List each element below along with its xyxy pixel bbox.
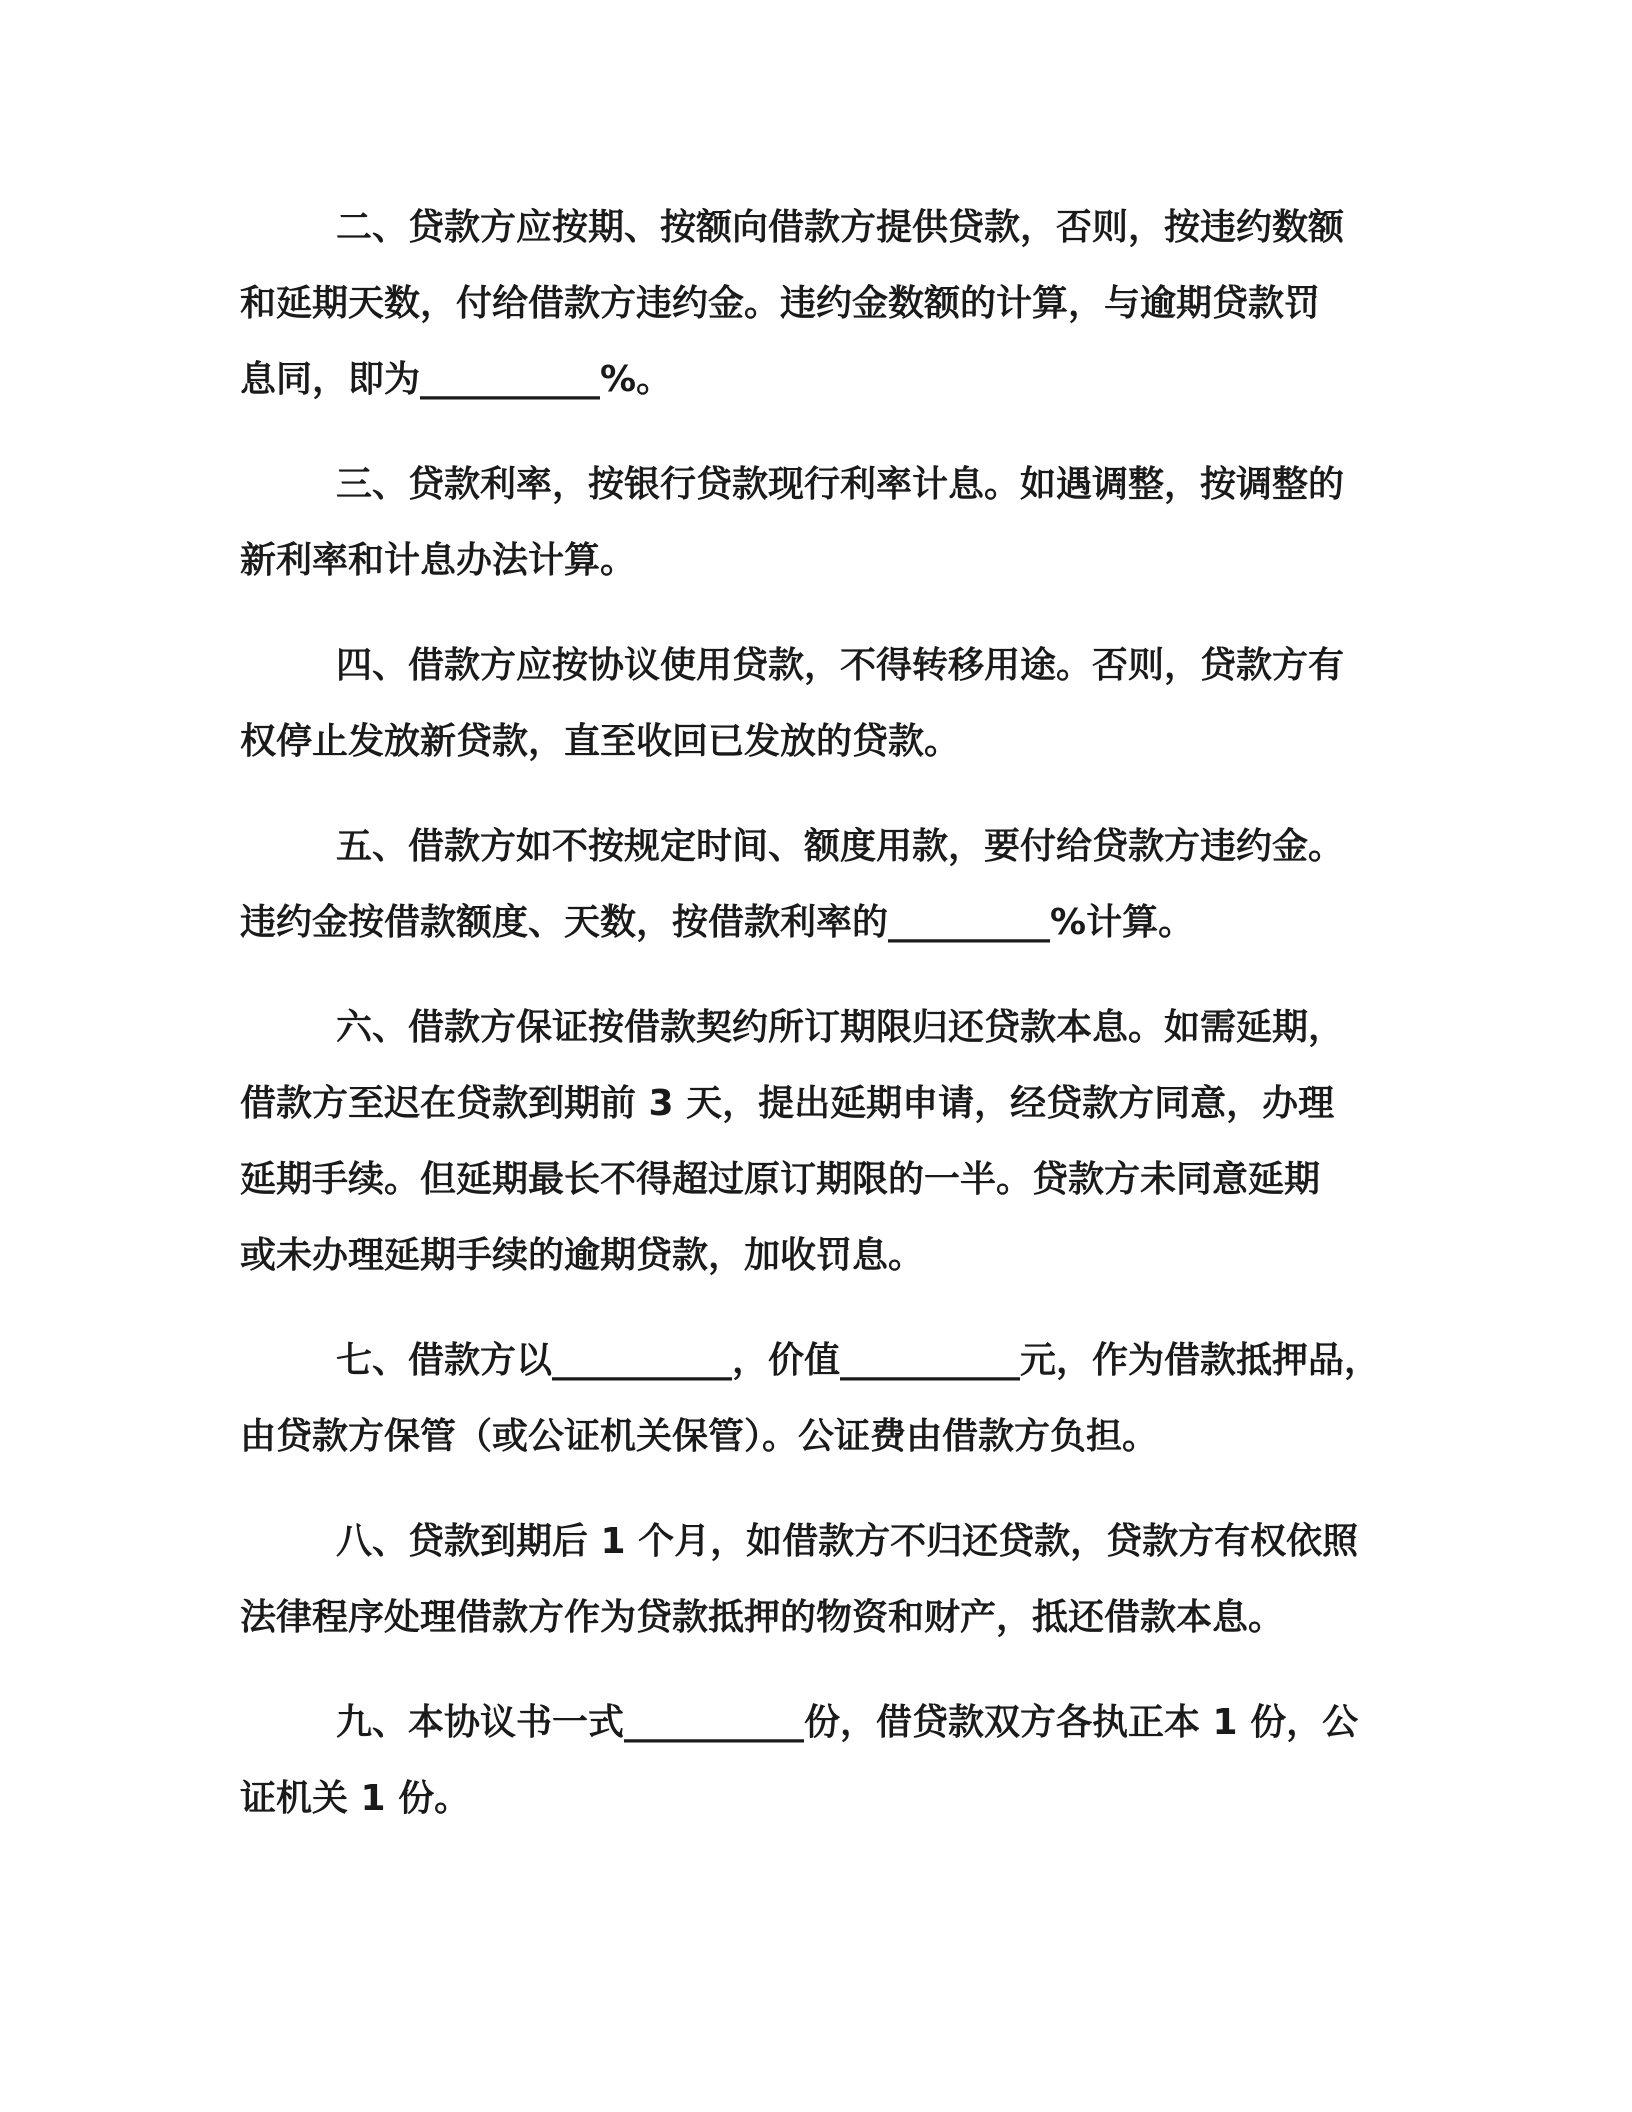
clause-3 [240,447,1400,599]
clause-3-line-2: 新利率和计息办法计算。 [240,540,637,581]
document-body [240,190,1400,1866]
clause-7-line-1: 七、借款方以__________，价值__________元，作为借款抵押品， [336,1340,1381,1381]
clause-6-line-3: 延期手续。但延期最长不得超过原订期限的一半。贷款方未同意延期 [240,1159,1321,1200]
clause-5-line-1: 五、借款方如不按规定时间、额度用款，要付给贷款方违约金。 [336,826,1345,867]
clause-7-line-2: 由贷款方保管（或公证机关保管）。公证费由借款方负担。 [240,1416,1159,1457]
clause-4-line-1: 四、借款方应按协议使用贷款，不得转移用途。否则，贷款方有 [336,645,1345,686]
clause-7 [240,1323,1400,1475]
clause-6-line-1: 六、借款方保证按借款契约所订期限归还贷款本息。如需延期， [336,1007,1345,1048]
clause-6-line-2: 借款方至迟在贷款到期前 3 天，提出延期申请，经贷款方同意，办理 [240,1083,1335,1124]
clause-8-line-2: 法律程序处理借款方作为贷款抵押的物资和财产，抵还借款本息。 [240,1597,1285,1638]
clause-4 [240,628,1400,780]
clause-6 [240,990,1400,1294]
clause-9-line-2: 证机关 1 份。 [240,1778,471,1819]
clause-8-line-1: 八、贷款到期后 1 个月，如借款方不归还贷款，贷款方有权依照 [336,1521,1359,1562]
clause-2-line-2: 和延期天数，付给借款方违约金。违约金数额的计算，与逾期贷款罚 [240,283,1321,324]
clause-6-line-4: 或未办理延期手续的逾期贷款，加收罚息。 [240,1235,925,1276]
clause-3-line-1: 三、贷款利率，按银行贷款现行利率计息。如遇调整，按调整的 [336,464,1345,505]
clause-5 [240,809,1400,961]
clause-4-line-2: 权停止发放新贷款，直至收回已发放的贷款。 [240,721,961,762]
clause-2-line-1: 二、贷款方应按期、按额向借款方提供贷款，否则，按违约数额 [336,207,1345,248]
clause-2 [240,190,1400,418]
clause-9 [240,1685,1400,1837]
clause-5-line-2: 违约金按借款额度、天数，按借款利率的_________%计算。 [240,902,1195,943]
clause-2-line-3: 息同，即为__________%。 [240,359,673,400]
clause-8 [240,1504,1400,1656]
clause-9-line-1: 九、本协议书一式__________份，借贷款双方各执正本 1 份，公 [336,1702,1359,1743]
